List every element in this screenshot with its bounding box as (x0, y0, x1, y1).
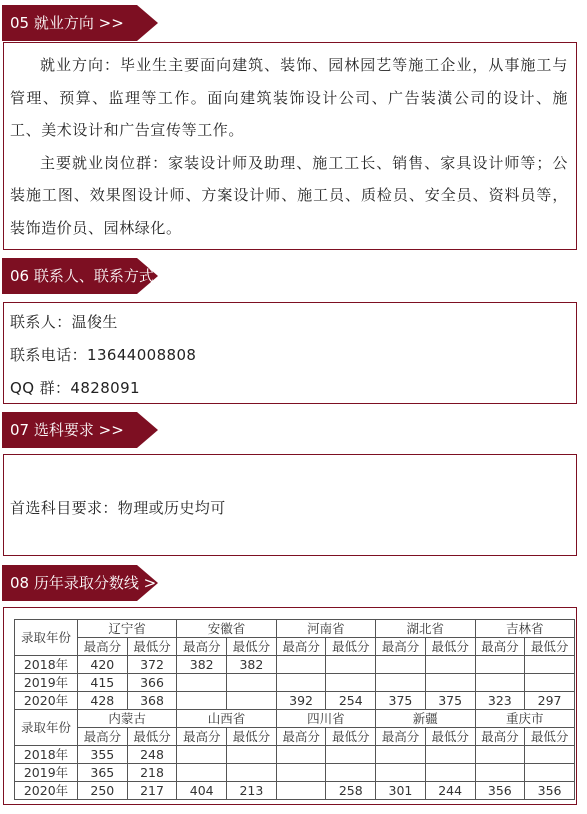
employment-positions-text: 主要就业岗位群：家装设计师及助理、施工工长、销售、家具设计师等；公装施工图、效果图设计师、方案设计师、施工员、质检员、安全员、资料员等，装饰造价员、园林绿化。 (10, 153, 568, 237)
province-header: 重庆市 (475, 710, 575, 728)
score-cell: 392 (276, 692, 326, 710)
score-cell: 301 (376, 782, 426, 800)
year-cell: 2018年 (15, 746, 78, 764)
score-cell (376, 746, 426, 764)
min-score-header: 最低分 (227, 728, 277, 746)
table-row (15, 782, 575, 800)
province-header: 山西省 (177, 710, 276, 728)
max-score-header: 最高分 (475, 728, 525, 746)
score-cell: 250 (78, 782, 128, 800)
score-cell: 375 (376, 692, 426, 710)
section-header-subjects (2, 412, 158, 448)
score-block (15, 710, 575, 800)
score-cell: 244 (425, 782, 475, 800)
section-title: 07 选科要求 >> (10, 421, 124, 439)
province-header: 吉林省 (475, 620, 575, 638)
score-cell: 382 (227, 656, 277, 674)
score-cell: 372 (127, 656, 177, 674)
section-header-scores (2, 565, 169, 601)
max-score-header: 最高分 (376, 638, 426, 656)
score-cell (326, 674, 376, 692)
score-cell: 356 (475, 782, 525, 800)
max-score-header: 最高分 (78, 638, 128, 656)
score-cell (227, 764, 277, 782)
score-cell (227, 674, 277, 692)
score-cell (475, 674, 525, 692)
subject-box (3, 454, 577, 556)
score-cell (525, 746, 575, 764)
score-cell (276, 656, 326, 674)
max-score-header: 最高分 (475, 638, 525, 656)
score-cell (276, 782, 326, 800)
max-score-header: 最高分 (276, 638, 326, 656)
min-score-header: 最低分 (326, 638, 376, 656)
score-cell: 404 (177, 782, 227, 800)
table-row (15, 692, 575, 710)
score-cell: 420 (78, 656, 128, 674)
min-score-header: 最低分 (127, 638, 177, 656)
score-cell: 366 (127, 674, 177, 692)
min-score-header: 最低分 (326, 728, 376, 746)
province-header: 新疆 (376, 710, 475, 728)
year-cell: 2018年 (15, 656, 78, 674)
max-score-header: 最高分 (177, 728, 227, 746)
year-cell: 2019年 (15, 674, 78, 692)
score-cell (227, 692, 277, 710)
province-header: 湖北省 (376, 620, 475, 638)
min-score-header: 最低分 (525, 638, 575, 656)
score-cell (376, 674, 426, 692)
score-cell: 382 (177, 656, 227, 674)
score-cell: 356 (525, 782, 575, 800)
min-score-header: 最低分 (127, 728, 177, 746)
province-header: 河南省 (276, 620, 375, 638)
contact-qq: QQ 群：4828091 (10, 379, 140, 397)
max-score-header: 最高分 (376, 728, 426, 746)
min-score-header: 最低分 (425, 728, 475, 746)
province-header: 辽宁省 (78, 620, 177, 638)
section-title: 06 联系人、联系方式 >> (10, 267, 184, 285)
score-cell (177, 692, 227, 710)
year-header: 录取年份 (15, 710, 78, 746)
max-score-header: 最高分 (276, 728, 326, 746)
score-cell (376, 656, 426, 674)
score-cell (177, 746, 227, 764)
score-cell (525, 674, 575, 692)
score-cell: 248 (127, 746, 177, 764)
year-cell: 2019年 (15, 764, 78, 782)
score-cell (177, 764, 227, 782)
score-cell (425, 746, 475, 764)
employment-box (3, 42, 577, 250)
contact-box (3, 302, 577, 404)
min-score-header: 最低分 (227, 638, 277, 656)
score-cell (475, 656, 525, 674)
contact-person: 联系人：温俊生 (10, 313, 118, 331)
score-cell: 428 (78, 692, 128, 710)
score-cell (376, 764, 426, 782)
score-cell (425, 656, 475, 674)
score-cell: 217 (127, 782, 177, 800)
province-header: 四川省 (276, 710, 375, 728)
year-cell: 2020年 (15, 782, 78, 800)
score-cell (425, 764, 475, 782)
score-cell (177, 674, 227, 692)
employment-direction-text: 就业方向：毕业生主要面向建筑、装饰、园林园艺等施工企业，从事施工与管理、预算、监理等工作。面向建筑装饰设计公司、广告装潢公司的设计、施工、美术设计和广告宣传等工作。 (10, 56, 568, 139)
score-cell (326, 746, 376, 764)
section-title: 08 历年录取分数线 >> (10, 574, 169, 592)
table-row (15, 656, 575, 674)
section-header-contact (2, 258, 184, 294)
score-cell (525, 656, 575, 674)
score-cell: 415 (78, 674, 128, 692)
score-cell: 323 (475, 692, 525, 710)
score-block (15, 620, 575, 710)
max-score-header: 最高分 (78, 728, 128, 746)
min-score-header: 最低分 (525, 728, 575, 746)
province-header: 安徽省 (177, 620, 276, 638)
table-row (15, 746, 575, 764)
score-cell: 365 (78, 764, 128, 782)
score-cell: 297 (525, 692, 575, 710)
score-cell (475, 764, 525, 782)
score-cell (326, 656, 376, 674)
province-header: 内蒙古 (78, 710, 177, 728)
score-cell (326, 764, 376, 782)
score-cell (227, 746, 277, 764)
score-cell (475, 746, 525, 764)
min-score-header: 最低分 (425, 638, 475, 656)
score-table (14, 619, 575, 800)
contact-phone: 联系电话：13644008808 (10, 346, 197, 364)
score-cell: 213 (227, 782, 277, 800)
score-cell: 258 (326, 782, 376, 800)
score-cell: 218 (127, 764, 177, 782)
score-cell: 375 (425, 692, 475, 710)
score-cell: 368 (127, 692, 177, 710)
subject-requirement: 首选科目要求：物理或历史均可 (10, 499, 226, 517)
score-cell (525, 764, 575, 782)
score-cell (276, 764, 326, 782)
section-title: 05 就业方向 >> (10, 14, 124, 32)
score-cell: 355 (78, 746, 128, 764)
score-cell (276, 674, 326, 692)
score-cell (425, 674, 475, 692)
score-cell (276, 746, 326, 764)
year-header: 录取年份 (15, 620, 78, 656)
table-row (15, 764, 575, 782)
year-cell: 2020年 (15, 692, 78, 710)
section-header-employment (2, 5, 158, 41)
score-cell: 254 (326, 692, 376, 710)
max-score-header: 最高分 (177, 638, 227, 656)
table-row (15, 674, 575, 692)
